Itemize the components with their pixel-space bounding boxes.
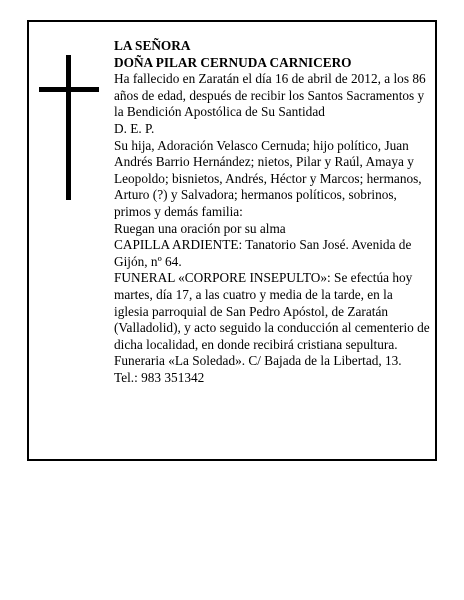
funeral-home: Funeraria «La Soledad». C/ Bajada de la Libertad, 13. (114, 353, 402, 369)
phone-number: Tel.: 983 351342 (114, 369, 205, 385)
obituary-notice (27, 20, 437, 461)
chapel-info: CAPILLA ARDIENTE: Tanatorio San José. Avenida de Gijón, nº 64. (114, 237, 412, 269)
death-announcement: Ha fallecido en Zaratán el día 16 de abril de 2012, a los 86 años de edad, después de recibir los Santos Sacramentos y la Bendición Apostólica de Su Santidad (114, 71, 426, 120)
cross-horizontal-bar (39, 87, 99, 92)
deceased-name: DOÑA PILAR CERNUDA CARNICERO (114, 54, 352, 70)
rip-line: D. E. P. (114, 120, 155, 136)
obituary-text (114, 38, 430, 386)
notice-title: LA SEÑORA (114, 38, 191, 53)
prayer-request: Ruegan una oración por su alma (114, 220, 286, 236)
family-list: Su hija, Adoración Velasco Cernuda; hijo político, Juan Andrés Barrio Hernández; nietos, Pilar y Raúl, Amaya y Leopoldo; bisnietos, Andrés, Héctor y Marcos; hermanos, Arturo (?) y Salvadora; hermanos políticos, sobrinos, primos y demás familia: (114, 137, 422, 219)
funeral-info: FUNERAL «CORPORE INSEPULTO»: Se efectúa hoy martes, día 17, a las cuatro y media de la tarde, en la iglesia parroquial de San Pedro Apóstol, de Zaratán (Valladolid), y acto seguido la conducción al cementerio de dicha localidad, en donde recibirá cristiana sepultura. (114, 270, 430, 352)
cross-vertical-bar (66, 55, 71, 200)
latin-cross-icon (39, 55, 99, 200)
